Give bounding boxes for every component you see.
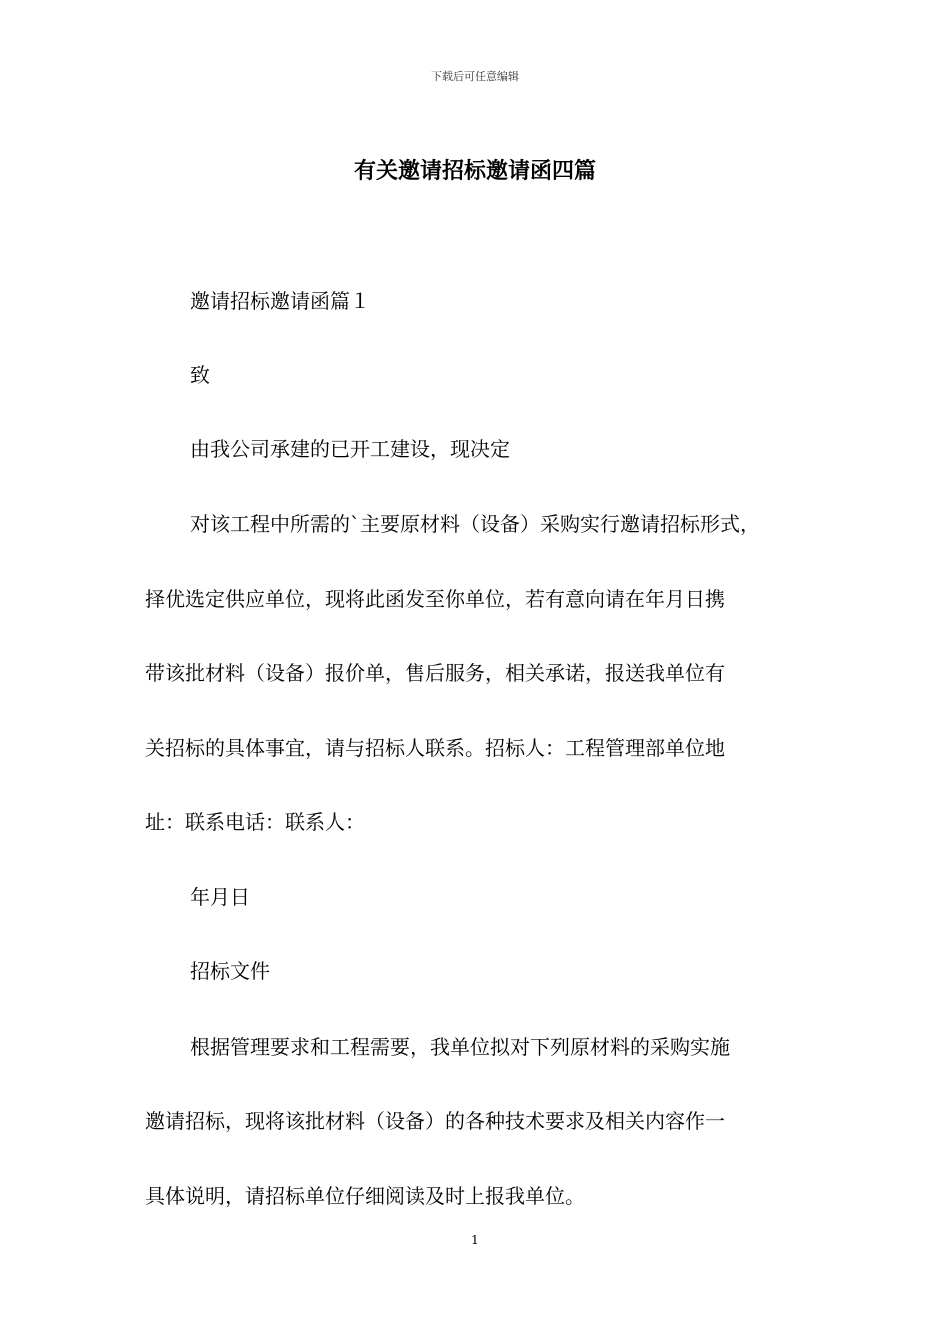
date-line: 年月日: [190, 885, 250, 909]
document-title: 有关邀请招标邀请函四篇: [353, 158, 596, 184]
section-heading: 邀请招标邀请函篇１: [190, 289, 370, 313]
paragraph-line: 对该工程中所需的`主要原材料（设备）采购实行邀请招标形式，: [190, 512, 760, 536]
paragraph-line: 由我公司承建的已开工建设，现决定: [190, 437, 510, 461]
paragraph-line: 邀请招标，现将该批材料（设备）的各种技术要求及相关内容作一: [145, 1109, 725, 1133]
paragraph-line: 择优选定供应单位，现将此函发至你单位，若有意向请在年月日携: [145, 587, 725, 611]
paragraph-line: 带该批材料（设备）报价单，售后服务，相关承诺，报送我单位有: [145, 661, 725, 685]
paragraph-line: 关招标的具体事宜，请与招标人联系。招标人：工程管理部单位地: [145, 736, 725, 760]
header-note: 下载后可任意编辑: [431, 70, 519, 83]
salutation: 致: [190, 363, 210, 387]
paragraph-line: 址：联系电话：联系人：: [145, 810, 365, 834]
paragraph-line: 根据管理要求和工程需要，我单位拟对下列原材料的采购实施: [190, 1035, 730, 1059]
paragraph-line: 具体说明，请招标单位仔细阅读及时上报我单位。: [145, 1184, 585, 1208]
section-heading: 招标文件: [190, 959, 270, 983]
page-number: 1: [471, 1233, 479, 1247]
